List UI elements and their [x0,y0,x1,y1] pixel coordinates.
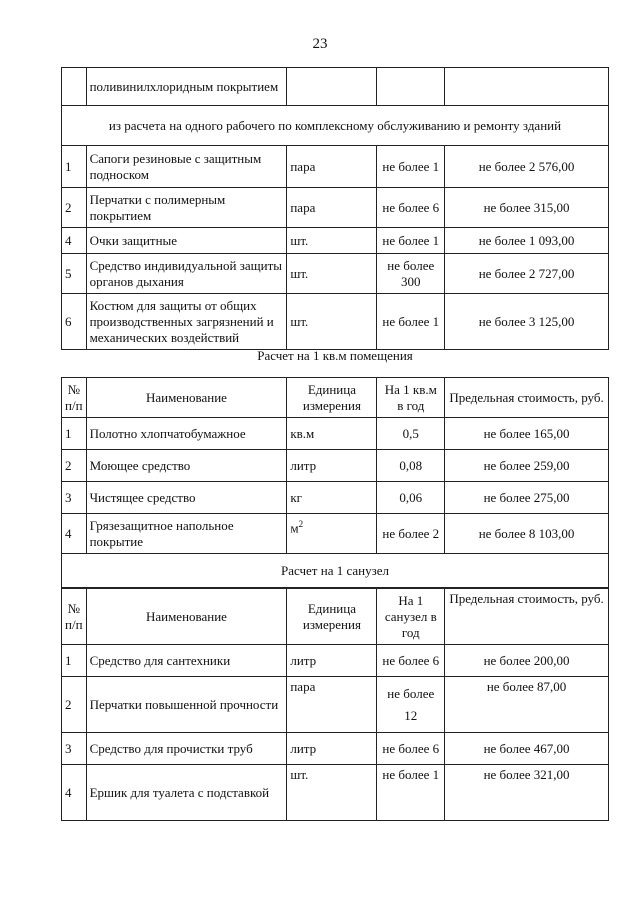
section-title: из расчета на одного рабочего по комплексному обслуживанию и ремонту зданий [62,106,609,146]
cell-price: не более 200,00 [445,645,609,677]
cell-name: Перчатки с полимерным покрытием [86,188,287,228]
table-row [62,677,609,733]
cell-qty: не более 6 [377,733,445,765]
cell-qty: не более 6 [377,188,445,228]
cell-price: не более 1 093,00 [445,228,609,254]
cell-unit: шт. [287,254,377,294]
cell-num: 2 [62,677,87,733]
cell-num: 4 [62,228,87,254]
table-row [62,765,609,821]
cell-qty: не более 300 [377,254,445,294]
table-per-bathroom [61,588,609,821]
table-row [62,645,609,677]
cell-name: поливинилхлоридным покрытием [86,68,287,106]
unit-text: м [290,520,299,536]
caption-per-bathroom: Расчет на 1 санузел [62,554,609,588]
cell-name: Средство для сантехники [86,645,287,677]
cell-qty: не более 1 [377,765,445,821]
cell-num: 1 [62,418,87,450]
table-header-row [62,378,609,418]
cell-unit: шт. [287,228,377,254]
cell-unit: пара [287,188,377,228]
cell-price: не более 467,00 [445,733,609,765]
cell-price: не более 315,00 [445,188,609,228]
cell-qty: 0,06 [377,482,445,514]
header-num: № п/п [62,378,87,418]
cell-name: Средство для прочистки труб [86,733,287,765]
cell-qty: не более 2 [377,514,445,554]
cell-unit: литр [287,733,377,765]
table-ppe-workers [61,67,609,350]
cell-num: 2 [62,450,87,482]
header-price: Предельная стоимость, руб. [445,378,609,418]
cell-num: 1 [62,146,87,188]
unit-superscript: 2 [298,519,304,529]
cell-price: не более 8 103,00 [445,514,609,554]
cell-name: Средство индивидуальной защиты органов дыхания [86,254,287,294]
table-row [62,733,609,765]
cell-price: не более 165,00 [445,418,609,450]
cell-name: Полотно хлопчатобумажное [86,418,287,450]
cell-qty: не более 6 [377,645,445,677]
cell-num: 2 [62,188,87,228]
table-header-row [62,589,609,645]
table-row [62,188,609,228]
header-name: Наименование [86,378,287,418]
cell-num: 3 [62,733,87,765]
cell-unit [287,514,377,554]
cell-unit: литр [287,450,377,482]
header-name: Наименование [86,589,287,645]
cell-name: Перчатки повышенной прочности [86,677,287,733]
header-qty: На 1 кв.м в год [377,378,445,418]
cell-num: 6 [62,294,87,350]
cell-qty: не более 12 [377,677,445,733]
cell-price: не более 2 576,00 [445,146,609,188]
cell-unit: пара [287,146,377,188]
header-qty: На 1 санузел в год [377,589,445,645]
table-row [62,254,609,294]
cell-unit: шт. [287,765,377,821]
table-row [62,450,609,482]
table-row [62,228,609,254]
cell-price: не более 321,00 [445,765,609,821]
cell-qty: 0,08 [377,450,445,482]
header-unit: Единица измерения [287,378,377,418]
cell-name: Моющее средство [86,450,287,482]
cell-price: не более 87,00 [445,677,609,733]
cell-name: Чистящее средство [86,482,287,514]
cell-unit: пара [287,677,377,733]
cell-num: 1 [62,645,87,677]
page-number: 23 [312,36,328,52]
table-row [62,418,609,450]
table-row [62,482,609,514]
cell-name: Очки защитные [86,228,287,254]
cell-name: Сапоги резиновые с защитным подноском [86,146,287,188]
cell-qty: не более 1 [377,146,445,188]
cell-qty: не более 1 [377,228,445,254]
cell-unit: кг [287,482,377,514]
cell-qty: не более 1 [377,294,445,350]
cell-price: не более 275,00 [445,482,609,514]
header-num: № п/п [62,589,87,645]
cell-num: 3 [62,482,87,514]
header-price: Предельная стоимость, руб. [445,589,609,645]
header-unit: Единица измерения [287,589,377,645]
caption-per-sqm: Расчет на 1 кв.м помещения [257,348,413,363]
cell-name: Ершик для туалета с подставкой [86,765,287,821]
cell-unit: кв.м [287,418,377,450]
table-per-sqm [61,377,609,588]
table-row [62,68,609,106]
cell-num: 5 [62,254,87,294]
cell-price: не более 259,00 [445,450,609,482]
section-title-row [62,554,609,588]
table-row [62,514,609,554]
table-row [62,146,609,188]
cell-name: Грязезащитное напольное покрытие [86,514,287,554]
cell-price: не более 2 727,00 [445,254,609,294]
table-row [62,294,609,350]
cell-qty: 0,5 [377,418,445,450]
cell-unit: шт. [287,294,377,350]
cell-num: 4 [62,514,87,554]
cell-num: 4 [62,765,87,821]
cell-unit: литр [287,645,377,677]
cell-price: не более 3 125,00 [445,294,609,350]
cell-name: Костюм для защиты от общих производственных загрязнений и механических воздействий [86,294,287,350]
section-title-row [62,106,609,146]
